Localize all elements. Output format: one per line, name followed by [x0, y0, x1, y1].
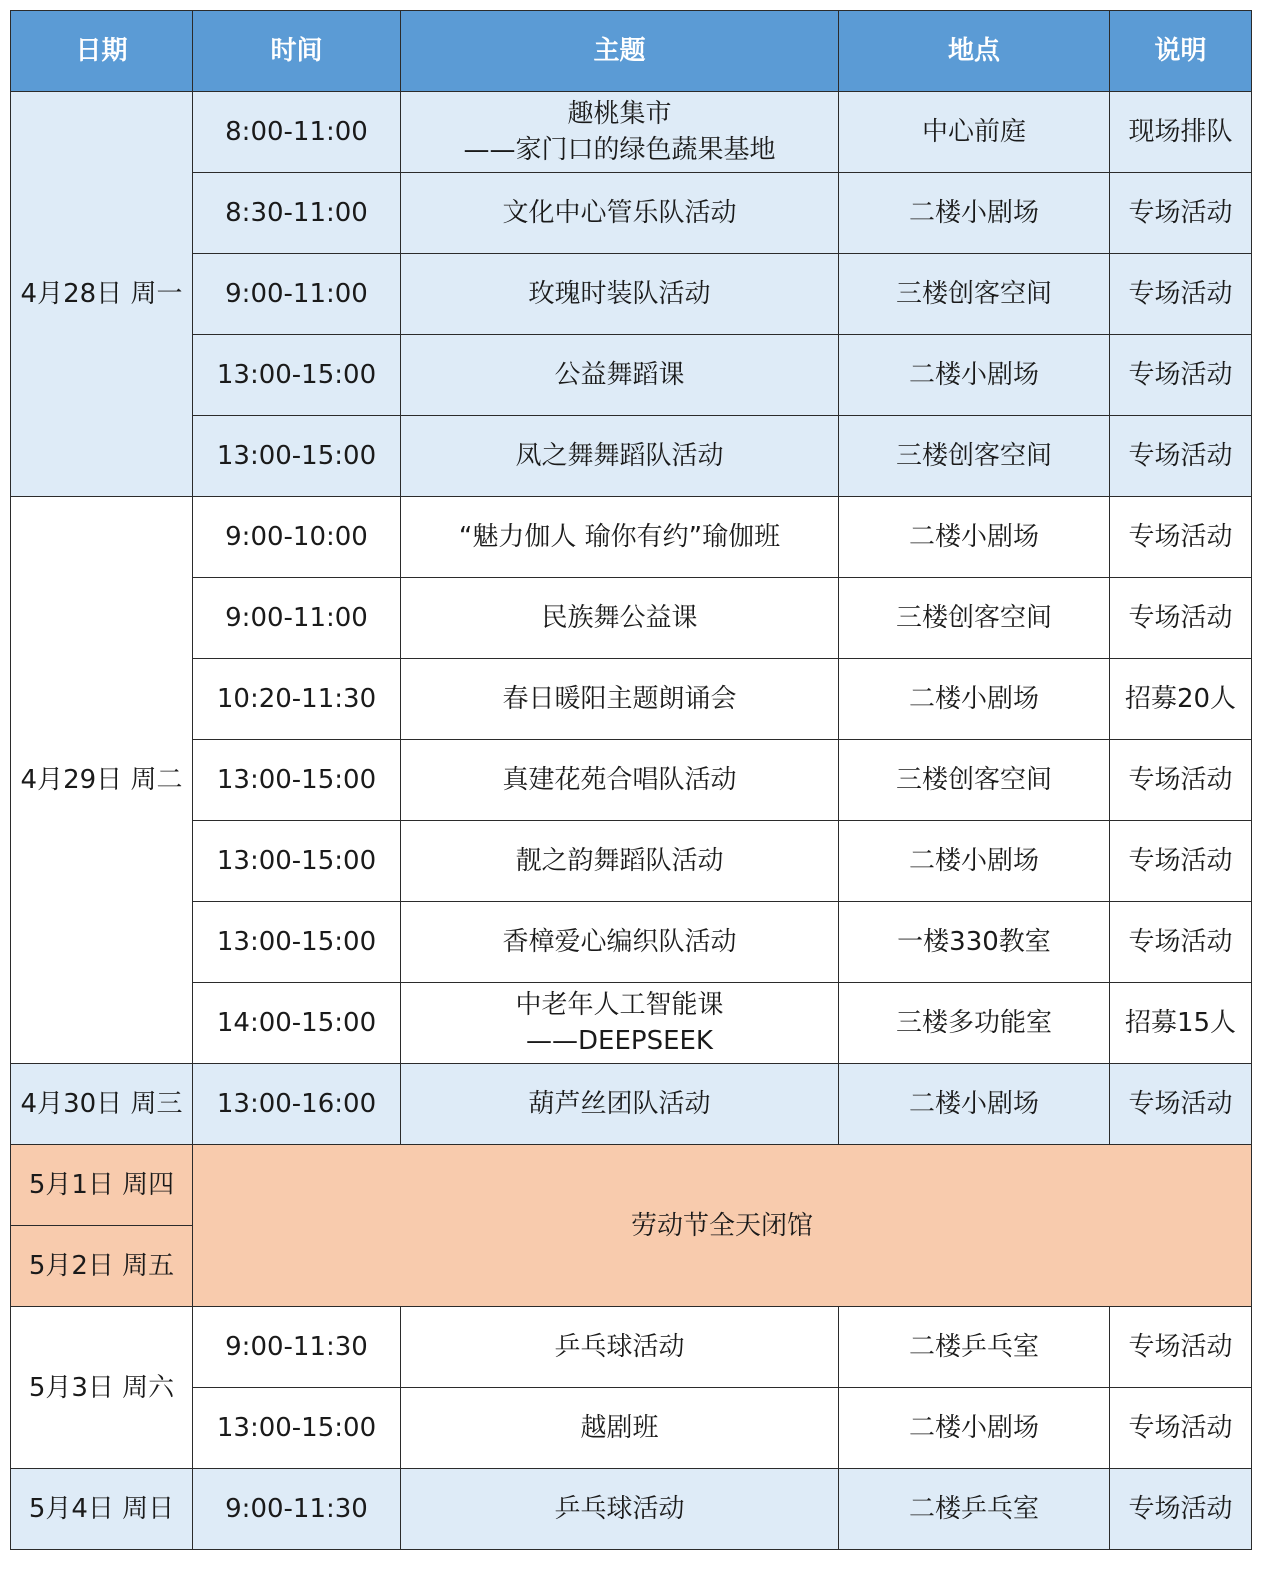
note-cell: 现场排队	[1110, 92, 1252, 173]
note-cell: 招募20人	[1110, 659, 1252, 740]
place-cell: 二楼小剧场	[839, 1064, 1110, 1145]
topic-line: 民族舞公益课	[541, 603, 698, 633]
table-row	[11, 416, 1252, 497]
table-row	[11, 335, 1252, 416]
time-cell: 9:00-11:00	[193, 578, 401, 659]
table-row	[11, 821, 1252, 902]
time-cell: 13:00-15:00	[193, 335, 401, 416]
topic-cell	[401, 821, 839, 902]
header-row	[11, 11, 1252, 92]
note-cell: 专场活动	[1110, 740, 1252, 821]
date-cell: 5月2日 周五	[11, 1226, 193, 1307]
note-cell: 专场活动	[1110, 1469, 1252, 1550]
table-row	[11, 1064, 1252, 1145]
header-date: 日期	[11, 11, 193, 92]
topic-cell	[401, 983, 839, 1064]
time-cell: 13:00-15:00	[193, 821, 401, 902]
note-cell: 专场活动	[1110, 497, 1252, 578]
topic-line: 公益舞蹈课	[554, 360, 685, 390]
topic-cell	[401, 740, 839, 821]
time-cell: 13:00-15:00	[193, 902, 401, 983]
table-row	[11, 578, 1252, 659]
table-row	[11, 659, 1252, 740]
topic-line: ——DEEPSEEK	[526, 1026, 713, 1056]
note-cell: 专场活动	[1110, 1064, 1252, 1145]
topic-cell	[401, 659, 839, 740]
topic-line: 真建花苑合唱队活动	[502, 765, 737, 795]
topic-cell	[401, 902, 839, 983]
date-cell: 5月4日 周日	[11, 1469, 193, 1550]
topic-line: 文化中心管乐队活动	[502, 198, 737, 228]
time-cell: 10:20-11:30	[193, 659, 401, 740]
topic-cell	[401, 1064, 839, 1145]
place-cell: 三楼创客空间	[839, 416, 1110, 497]
table-row	[11, 740, 1252, 821]
place-cell: 二楼乒乓室	[839, 1307, 1110, 1388]
topic-cell	[401, 254, 839, 335]
place-cell: 二楼小剧场	[839, 821, 1110, 902]
note-cell: 专场活动	[1110, 254, 1252, 335]
time-cell: 13:00-15:00	[193, 416, 401, 497]
topic-line: ——家门口的绿色蔬果基地	[463, 135, 776, 165]
topic-line: 靓之韵舞蹈队活动	[515, 846, 724, 876]
topic-line: 越剧班	[580, 1413, 659, 1443]
header-topic: 主题	[401, 11, 839, 92]
note-cell: 专场活动	[1110, 173, 1252, 254]
date-cell: 4月28日 周一	[11, 92, 193, 497]
topic-cell	[401, 1469, 839, 1550]
topic-line: 玫瑰时装队活动	[528, 279, 711, 309]
place-cell: 二楼乒乓室	[839, 1469, 1110, 1550]
place-cell: 二楼小剧场	[839, 497, 1110, 578]
topic-line: 趣桃集市	[567, 99, 672, 129]
topic-cell	[401, 416, 839, 497]
header-place: 地点	[839, 11, 1110, 92]
time-cell: 9:00-11:30	[193, 1469, 401, 1550]
date-cell: 4月29日 周二	[11, 497, 193, 1064]
note-cell: 专场活动	[1110, 416, 1252, 497]
place-cell: 三楼多功能室	[839, 983, 1110, 1064]
place-cell: 一楼330教室	[839, 902, 1110, 983]
table-row	[11, 1469, 1252, 1550]
topic-line: 凤之舞舞蹈队活动	[515, 441, 724, 471]
table-row	[11, 173, 1252, 254]
schedule-body	[11, 92, 1252, 1550]
schedule-table	[10, 10, 1252, 1550]
time-cell: 13:00-15:00	[193, 1388, 401, 1469]
topic-line: 乒乓球活动	[554, 1332, 685, 1362]
time-cell: 9:00-10:00	[193, 497, 401, 578]
date-cell: 4月30日 周三	[11, 1064, 193, 1145]
time-cell: 9:00-11:00	[193, 254, 401, 335]
closed-row	[11, 1145, 1252, 1226]
date-cell: 5月1日 周四	[11, 1145, 193, 1226]
time-cell: 8:30-11:00	[193, 173, 401, 254]
place-cell: 三楼创客空间	[839, 578, 1110, 659]
note-cell: 专场活动	[1110, 1307, 1252, 1388]
note-cell: 专场活动	[1110, 821, 1252, 902]
table-row	[11, 1307, 1252, 1388]
time-cell: 13:00-15:00	[193, 740, 401, 821]
topic-cell	[401, 1307, 839, 1388]
note-cell: 专场活动	[1110, 1388, 1252, 1469]
topic-line: 葫芦丝团队活动	[528, 1089, 711, 1119]
header-time: 时间	[193, 11, 401, 92]
topic-cell	[401, 335, 839, 416]
topic-line: 中老年人工智能课	[515, 990, 724, 1020]
table-row	[11, 902, 1252, 983]
note-cell: 专场活动	[1110, 578, 1252, 659]
time-cell: 13:00-16:00	[193, 1064, 401, 1145]
note-cell: 专场活动	[1110, 902, 1252, 983]
place-cell: 二楼小剧场	[839, 335, 1110, 416]
topic-cell	[401, 578, 839, 659]
topic-line: “魅力伽人 瑜你有约”瑜伽班	[458, 522, 781, 552]
time-cell: 8:00-11:00	[193, 92, 401, 173]
topic-cell	[401, 92, 839, 173]
place-cell: 二楼小剧场	[839, 1388, 1110, 1469]
topic-line: 香樟爱心编织队活动	[502, 927, 737, 957]
place-cell: 三楼创客空间	[839, 254, 1110, 335]
place-cell: 二楼小剧场	[839, 659, 1110, 740]
table-row	[11, 497, 1252, 578]
time-cell: 14:00-15:00	[193, 983, 401, 1064]
note-cell: 招募15人	[1110, 983, 1252, 1064]
table-row	[11, 1388, 1252, 1469]
closed-notice: 劳动节全天闭馆	[193, 1145, 1252, 1307]
note-cell: 专场活动	[1110, 335, 1252, 416]
place-cell: 二楼小剧场	[839, 173, 1110, 254]
place-cell: 中心前庭	[839, 92, 1110, 173]
table-row	[11, 92, 1252, 173]
table-row	[11, 983, 1252, 1064]
topic-line: 春日暖阳主题朗诵会	[502, 684, 737, 714]
place-cell: 三楼创客空间	[839, 740, 1110, 821]
topic-cell	[401, 497, 839, 578]
table-row	[11, 254, 1252, 335]
time-cell: 9:00-11:30	[193, 1307, 401, 1388]
header-note: 说明	[1110, 11, 1252, 92]
topic-cell	[401, 1388, 839, 1469]
topic-cell	[401, 173, 839, 254]
date-cell: 5月3日 周六	[11, 1307, 193, 1469]
topic-line: 乒乓球活动	[554, 1494, 685, 1524]
